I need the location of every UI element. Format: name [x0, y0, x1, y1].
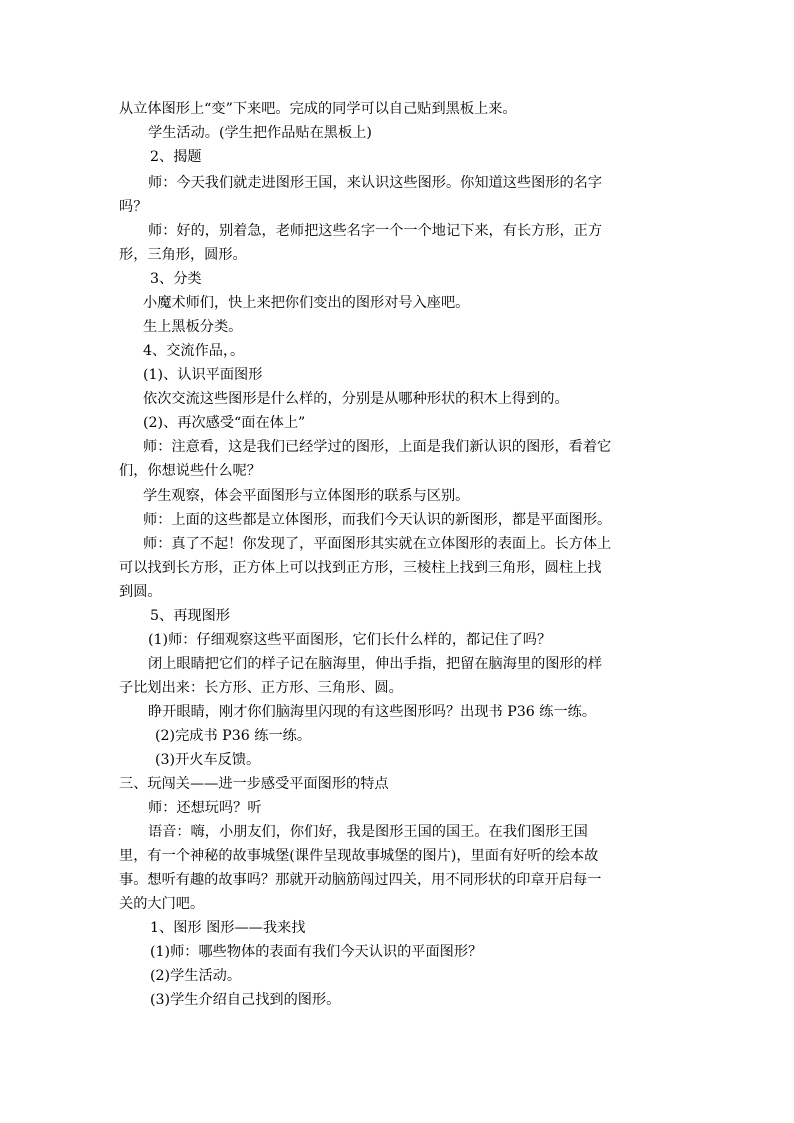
- text-line: 们，你想说些什么呢？: [119, 463, 261, 479]
- text-line: 里，有一个神秘的故事城堡(课件呈现故事城堡的图片)，里面有好听的绘本故: [119, 848, 599, 864]
- text-line: 生上黑板分类。: [143, 319, 243, 335]
- text-line: 师：好的，别着急，老师把这些名字一个一个地记下来，有长方形，正方: [148, 223, 603, 239]
- text-line: 师：注意看，这是我们已经学过的图形，上面是我们新认识的图形，看着它: [143, 439, 612, 455]
- text-line: 3、分类: [150, 271, 202, 287]
- text-line: (1)、认识平面图形: [143, 367, 263, 383]
- text-line: 子比划出来：长方形、正方形、三角形、圆。: [119, 680, 403, 696]
- text-line: (1)师：仔细观察这些平面图形，它们长什么样的，都记住了吗？: [148, 632, 552, 648]
- text-line: 4、交流作品，。: [143, 343, 245, 359]
- text-line: (2)学生活动。: [150, 968, 242, 984]
- section-heading: 三、玩闯关——进一步感受平面图形的特点: [119, 776, 389, 792]
- text-line: 吗？: [119, 199, 148, 215]
- text-line: (3)开火车反馈。: [155, 752, 261, 768]
- text-line: 形，三角形，圆形。: [119, 247, 247, 263]
- text-line: 学生活动。(学生把作品贴在黑板上): [148, 125, 372, 141]
- text-line: 语音：嗨，小朋友们，你们好，我是图形王国的国王。在我们图形王国: [148, 824, 588, 840]
- text-line: (2)完成书 P36 练一练。: [155, 728, 312, 744]
- text-line: 1、图形 图形——我来找: [150, 920, 306, 936]
- text-line: (1)师：哪些物体的表面有我们今天认识的平面图形？: [150, 944, 483, 960]
- text-line: 关的大门吧。: [119, 896, 205, 912]
- text-line: 事。想听有趣的故事吗？那就开动脑筋闯过四关，用不同形状的印章开启每一: [119, 872, 602, 888]
- text-line: 到圆。: [119, 584, 162, 600]
- text-line: 可以找到长方形，正方体上可以找到正方形，三棱柱上找到三角形，圆柱上找: [119, 560, 602, 576]
- text-line: 从立体图形上“变”下来吧。完成的同学可以自己贴到黑板上来。: [119, 101, 517, 117]
- text-line: 师：今天我们就走进图形王国，来认识这些图形。你知道这些图形的名字: [148, 175, 603, 191]
- text-line: 师：真了不起！你发现了，平面图形其实就在立体图形的表面上。长方体上: [143, 536, 612, 552]
- text-line: 学生观察，体会平面图形与立体图形的联系与区别。: [143, 488, 470, 504]
- text-line: 师：上面的这些都是立体图形，而我们今天认识的新图形，都是平面图形。: [143, 512, 612, 528]
- text-line: 依次交流这些图形是什么样的，分别是从哪种形状的积木上得到的。: [143, 391, 569, 407]
- text-line: 2、揭题: [150, 149, 202, 165]
- text-line: (2)、再次感受“面在体上”: [143, 415, 306, 431]
- text-line: 闭上眼睛把它们的样子记在脑海里，伸出手指，把留在脑海里的图形的样: [148, 656, 603, 672]
- text-line: 师：还想玩吗？听: [148, 800, 262, 816]
- text-line: 小魔术师们，快上来把你们变出的图形对号入座吧。: [143, 295, 470, 311]
- text-line: 睁开眼睛，刚才你们脑海里闪现的有这些图形吗？出现书 P36 练一练。: [148, 704, 597, 720]
- text-line: 5、再现图形: [150, 608, 230, 624]
- text-line: (3)学生介绍自己找到的图形。: [150, 992, 341, 1008]
